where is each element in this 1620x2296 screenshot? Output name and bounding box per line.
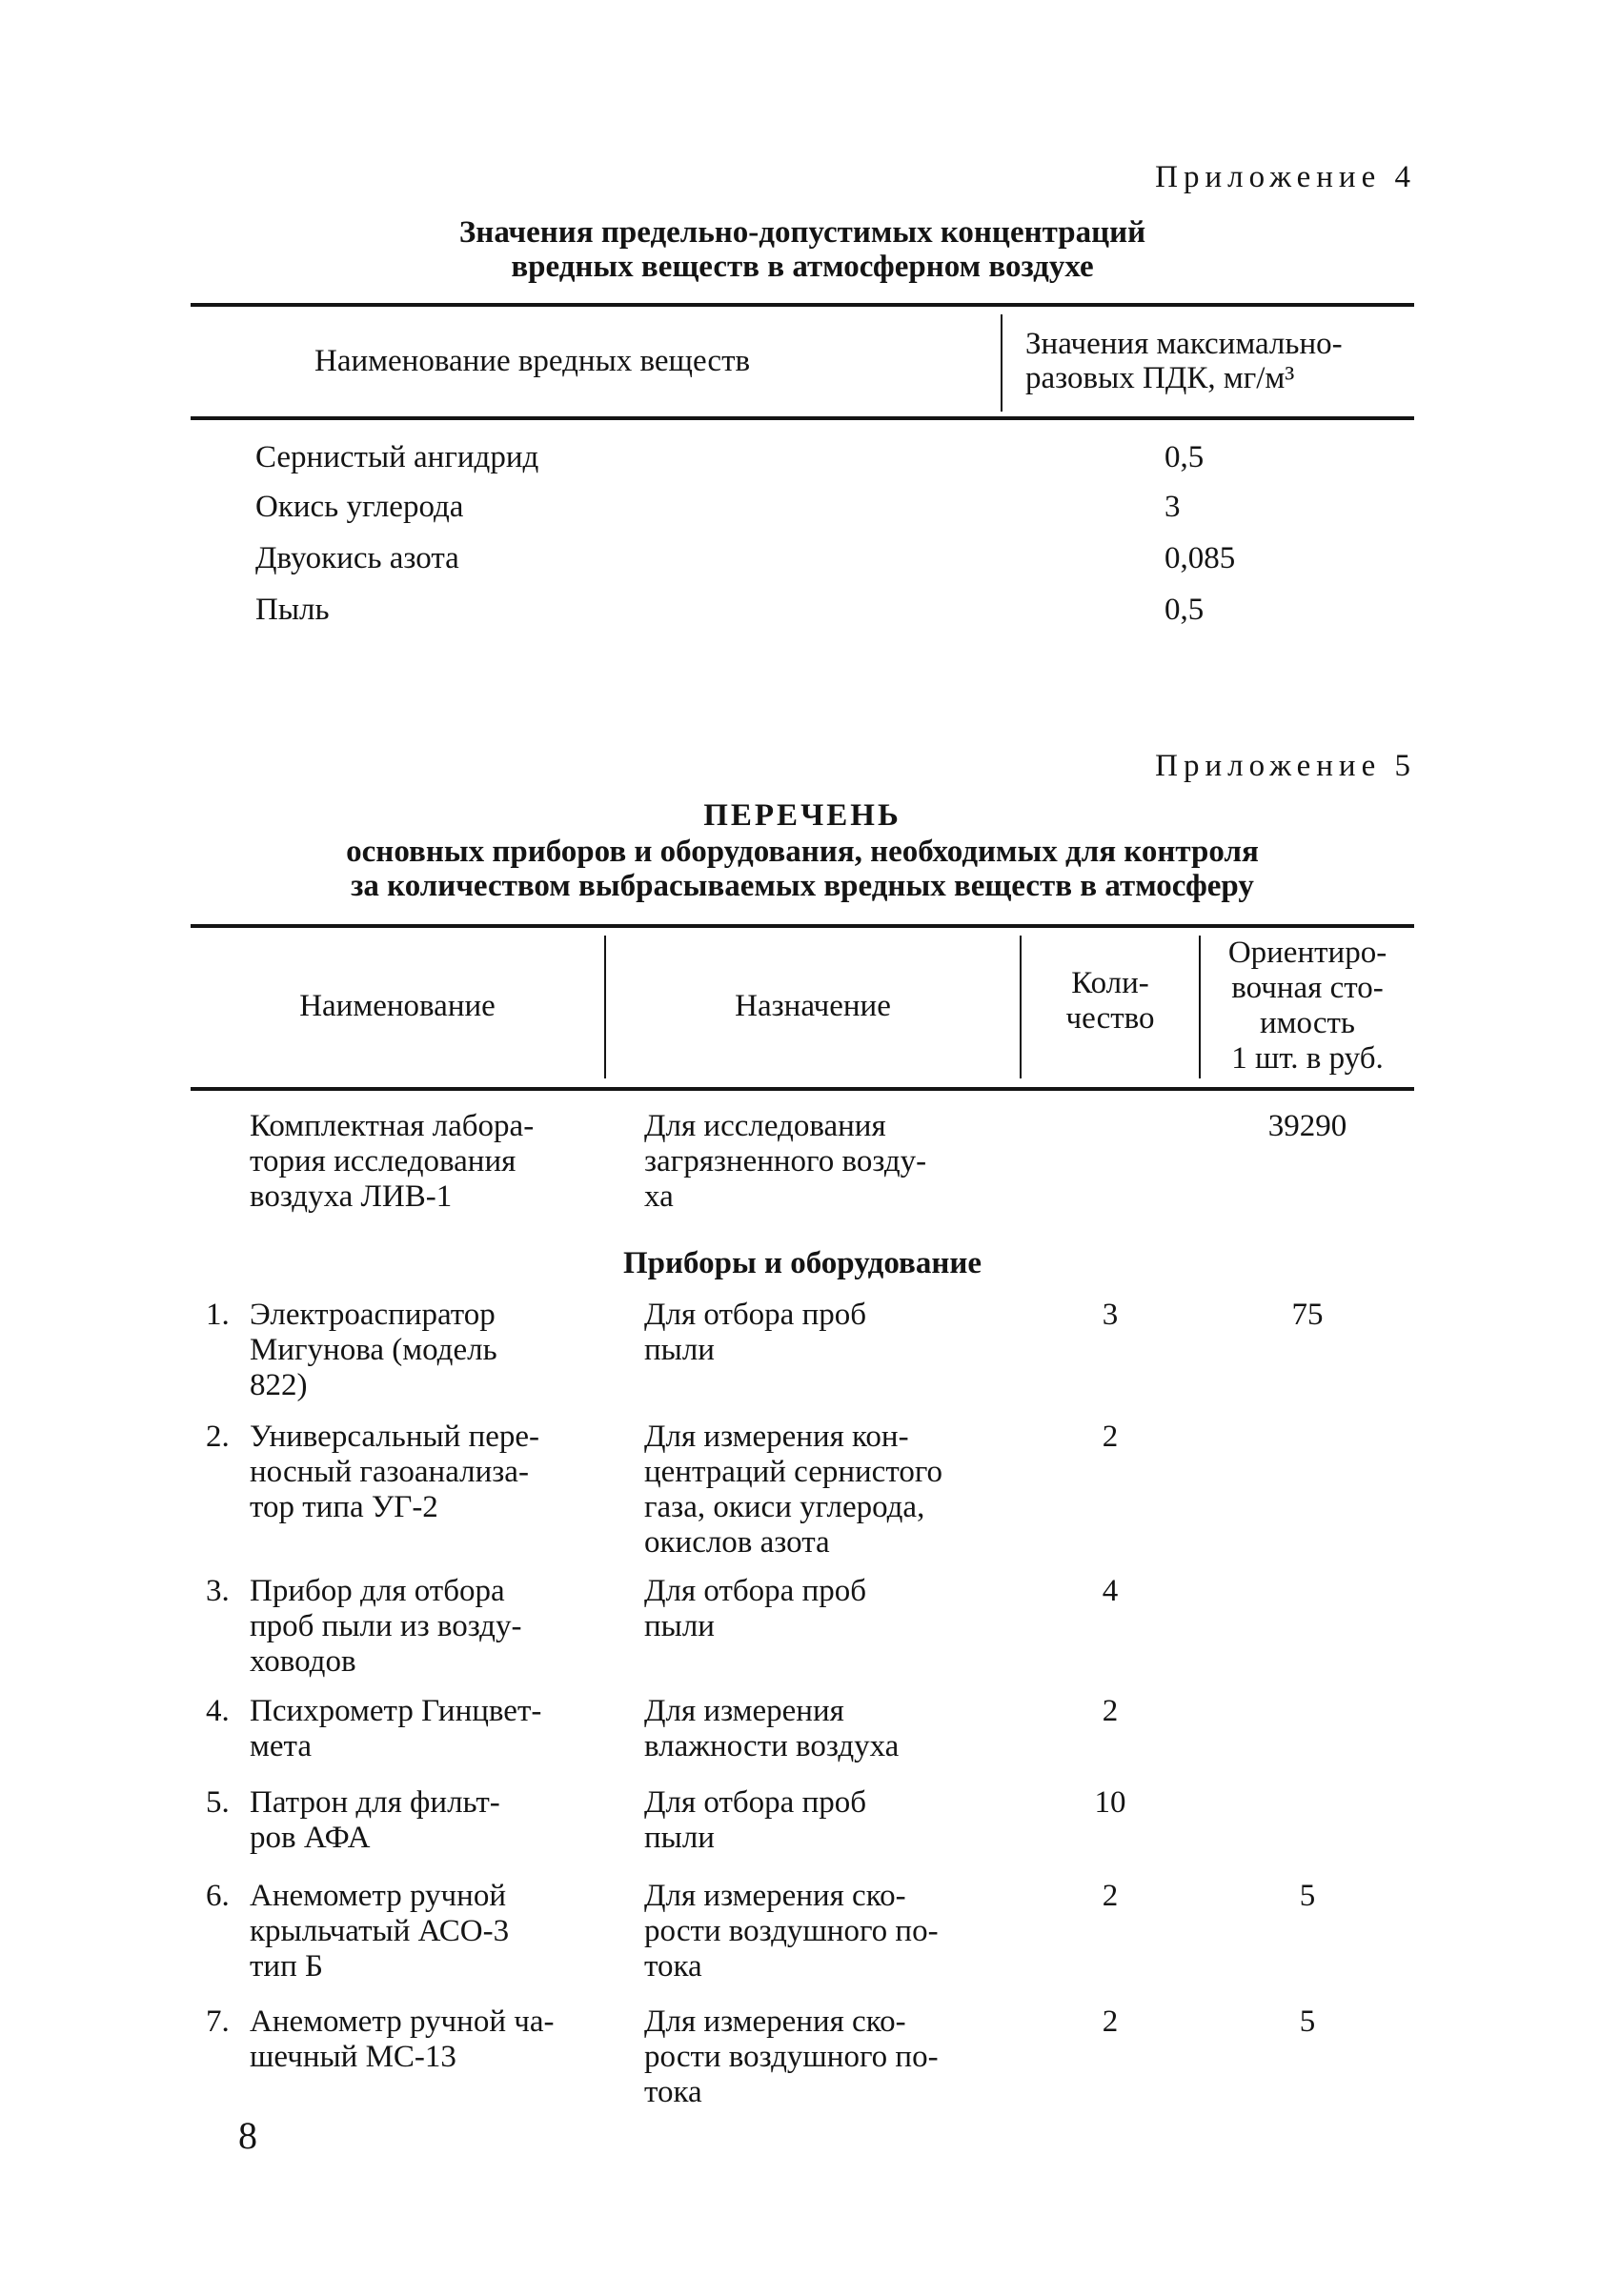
substance-value: 0,5 — [1164, 440, 1205, 474]
substance-name: Пыль — [255, 593, 330, 627]
lab-cost: 39290 — [1267, 1109, 1347, 1143]
substance-value: 0,085 — [1164, 541, 1236, 575]
item-cost: 5 — [1299, 2004, 1316, 2039]
header-quantity: Коли- чество — [1065, 966, 1155, 1036]
item-number: 2. — [206, 1420, 230, 1454]
item-purpose: Для измерения ско- рости воздушного по- тока — [644, 2004, 939, 2109]
header-purpose: Назначение — [735, 989, 891, 1023]
item-number: 4. — [206, 1694, 230, 1728]
item-name: Электроаспиратор Мигунова (модель 822) — [250, 1298, 497, 1402]
item-quantity: 2 — [1102, 1694, 1119, 1728]
header-substance-name: Наименование вредных веществ — [314, 344, 751, 378]
appendix-4-label: Приложение 4 — [1155, 160, 1416, 194]
header-pdk-value-line2: разовых ПДК, мг/м³ — [1025, 361, 1295, 395]
item-number: 3. — [206, 1574, 230, 1608]
table-top-rule — [191, 303, 1414, 307]
lab-name: Комплектная лабора- тория исследования воздуха ЛИВ-1 — [250, 1109, 535, 1214]
item-quantity: 2 — [1102, 1420, 1119, 1454]
substance-name: Сернистый ангидрид — [255, 440, 539, 474]
appendix-5-label: Приложение 5 — [1155, 749, 1416, 783]
item-purpose: Для измерения влажности воздуха — [644, 1694, 900, 1763]
item-number: 5. — [206, 1785, 230, 1820]
item-cost: 75 — [1291, 1298, 1324, 1332]
appendix-5-heading: ПЕРЕЧЕНЬ — [703, 798, 901, 833]
substance-name: Окись углерода — [255, 490, 464, 524]
item-quantity: 10 — [1094, 1785, 1126, 1820]
item-number: 1. — [206, 1298, 230, 1332]
item-purpose: Для отбора проб пыли — [644, 1574, 867, 1643]
table-top-rule — [191, 924, 1414, 928]
substance-value: 0,5 — [1164, 593, 1205, 627]
substance-value: 3 — [1164, 490, 1181, 524]
item-name: Психрометр Гинцвет- мета — [250, 1694, 542, 1763]
header-cost: Ориентиро- вочная сто- имость 1 шт. в руб. — [1227, 936, 1387, 1076]
page-number: 8 — [238, 2114, 257, 2157]
item-name: Патрон для фильт- ров АФА — [250, 1785, 500, 1855]
item-purpose: Для отбора проб пыли — [644, 1298, 867, 1367]
item-name: Универсальный пере- носный газоанализа- тор типа УГ-2 — [250, 1420, 540, 1524]
substance-name: Двуокись азота — [255, 541, 459, 575]
appendix-4-title-line2: вредных веществ в атмосферном воздухе — [511, 250, 1094, 284]
item-name: Прибор для отбора проб пыли из возду- ховодов — [250, 1574, 522, 1679]
item-purpose: Для измерения кон- центраций сернистого газа, окиси углерода, окислов азота — [644, 1420, 943, 1560]
appendix-5-title-line2: за количеством выбрасываемых вредных веществ в атмосферу — [351, 869, 1254, 903]
item-number: 7. — [206, 2004, 230, 2039]
item-name: Анемометр ручной ча- шечный МС-13 — [250, 2004, 555, 2074]
item-name: Анемометр ручной крыльчатый АСО-3 тип Б — [250, 1879, 510, 1984]
lab-purpose: Для исследования загрязненного возду- ха — [644, 1109, 927, 1214]
appendix-5-title-line1: основных приборов и оборудования, необходимых для контроля — [346, 835, 1259, 869]
table-header-rule — [191, 1087, 1414, 1091]
item-quantity: 2 — [1102, 2004, 1119, 2039]
item-quantity: 2 — [1102, 1879, 1119, 1913]
item-cost: 5 — [1299, 1879, 1316, 1913]
header-pdk-value-line1: Значения максимально- — [1025, 327, 1343, 361]
item-number: 6. — [206, 1879, 230, 1913]
table-header-rule — [191, 416, 1414, 420]
section-title: Приборы и оборудование — [622, 1246, 982, 1280]
item-purpose: Для измерения ско- рости воздушного по- тока — [644, 1879, 939, 1984]
header-name: Наименование — [299, 989, 496, 1023]
item-quantity: 3 — [1102, 1298, 1119, 1332]
item-quantity: 4 — [1102, 1574, 1119, 1608]
item-purpose: Для отбора проб пыли — [644, 1785, 867, 1855]
appendix-4-title-line1: Значения предельно-допустимых концентраций — [458, 215, 1146, 250]
table-column-divider — [1001, 314, 1002, 412]
